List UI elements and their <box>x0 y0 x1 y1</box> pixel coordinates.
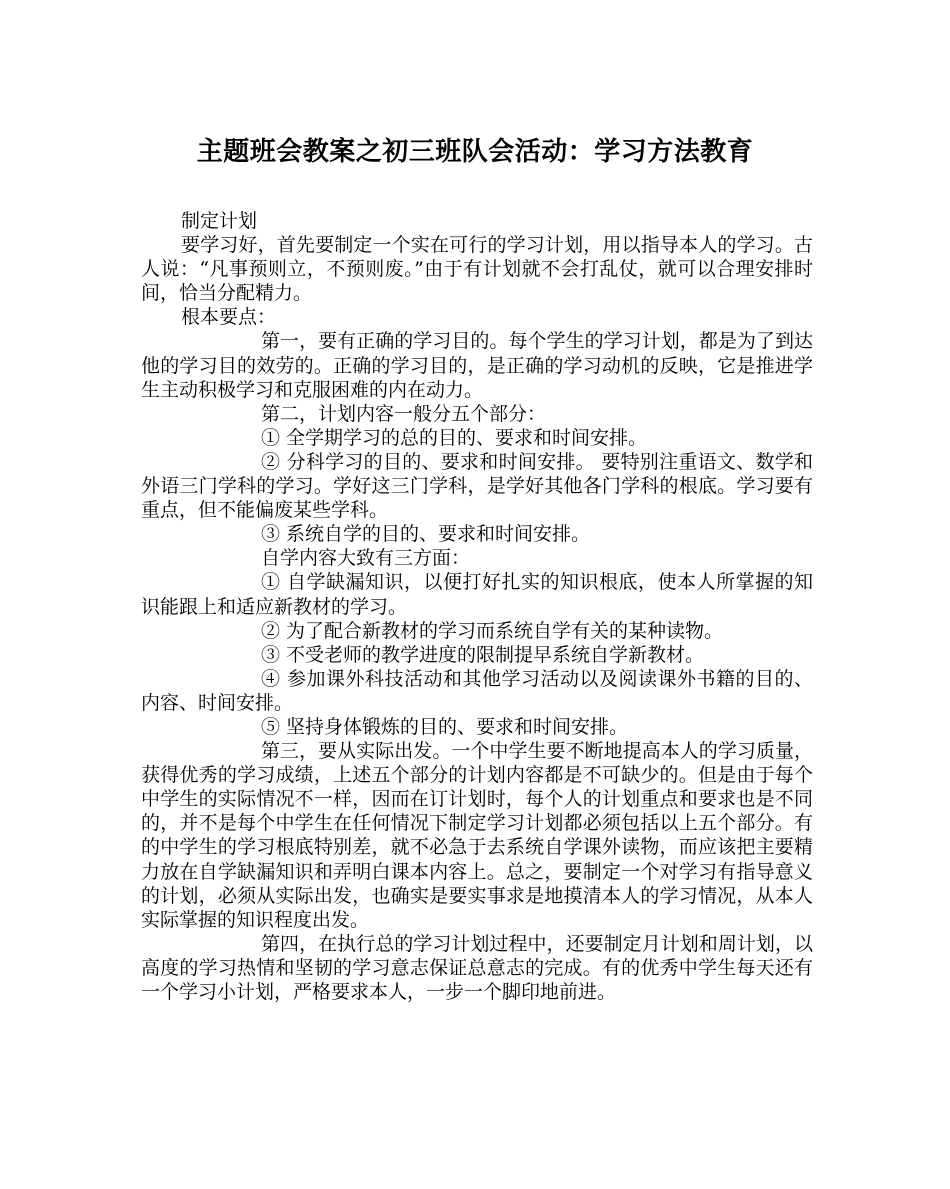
paragraph: ③ 系统自学的目的、要求和时间安排。 <box>261 523 591 546</box>
paragraph: 第三，要从实际出发。一个中学生要不断地提高本人的学习质量，获得优秀的学习成绩，上述五个部分的计划内容都是不可缺少的。但是由于每个中学生的实际情况不一样，因而在订计划时，每个人的计划重点和要求也是不同的，并不是每个中学生在任何情况下制定学习计划都必须包括以上五个部分。有的中学生的学习根底特别差，就不必急于去系统自学课外读物，而应该把主要精力放在自学缺漏知识和弄明白课本内容上。总之，要制定一个对学习有指导意义的计划，必须从实际出发，也确实是要实事求是地摸清本人的学习情况，从本人实际掌握的知识程度出发。 <box>141 740 813 931</box>
paragraph: 要学习好，首先要制定一个实在可行的学习计划，用以指导本人的学习。古人说：“凡事预则立，不预则废。”由于有计划就不会打乱仗，就可以合理安排时间，恰当分配精力。 <box>141 234 813 305</box>
document-title: 主题班会教案之初三班队会活动：学习方法教育 <box>196 137 754 167</box>
paragraph: ② 分科学习的目的、要求和时间安排。 要特别注重语文、数学和外语三门学科的学习。学好这三门学科，是学好其他各门学科的根底。学习要有重点，但不能偏废某些学科。 <box>141 450 813 522</box>
paragraph: 第一，要有正确的学习目的。每个学生的学习计划，都是为了到达他的学习目的效劳的。正确的学习目的，是正确的学习动机的反映，它是推进学生主动积极学习和克服困难的内在动力。 <box>141 330 813 401</box>
paragraph: 制定计划 <box>181 210 258 232</box>
paragraph: 第二，计划内容一般分五个部分： <box>261 402 547 425</box>
paragraph: ⑤ 坚持身体锻炼的目的、要求和时间安排。 <box>261 715 629 738</box>
paragraph: ④ 参加课外科技活动和其他学习活动以及阅读课外书籍的目的、内容、时间安排。 <box>141 667 813 714</box>
paragraph: ③ 不受老师的教学进度的限制提早系统自学新教材。 <box>261 643 705 666</box>
paragraph: ① 自学缺漏知识，以便打好扎实的知识根底，使本人所掌握的知识能跟上和适应新教材的学习。 <box>141 571 813 618</box>
paragraph: 第四，在执行总的学习计划过程中，还要制定月计划和周计划，以高度的学习热情和坚韧的学习意志保证总意志的完成。有的优秀中学生每天还有一个学习小计划，严格要求本人，一步一个脚印地前进。 <box>141 932 813 1003</box>
paragraph: ② 为了配合新教材的学习而系统自学有关的某种读物。 <box>261 619 724 642</box>
paragraph: 根本要点： <box>181 306 277 329</box>
document-body <box>141 209 813 1004</box>
paragraph: 自学内容大致有三方面： <box>261 547 471 570</box>
paragraph: ① 全学期学习的总的目的、要求和时间安排。 <box>261 426 648 449</box>
